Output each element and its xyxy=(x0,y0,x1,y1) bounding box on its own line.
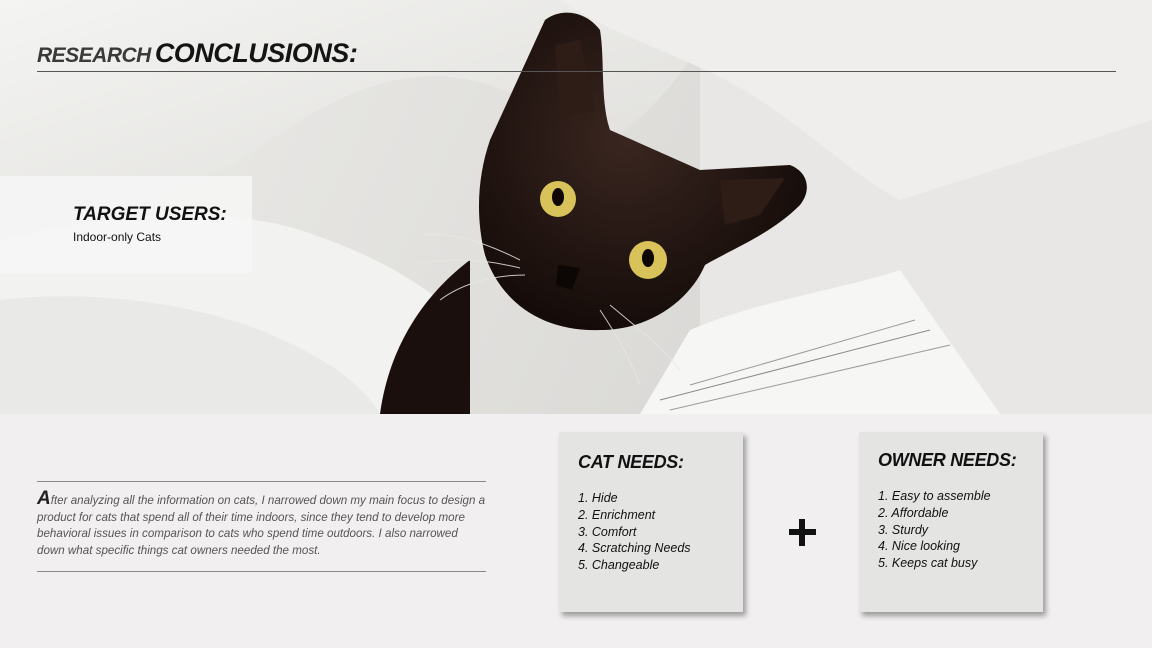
drop-cap: A xyxy=(37,488,51,509)
summary-top-divider xyxy=(37,481,486,482)
title-main: CONCLUSIONS: xyxy=(154,38,358,68)
page-title xyxy=(37,38,357,69)
summary-bottom-divider xyxy=(37,571,486,572)
title-prefix: RESEARCH xyxy=(37,44,151,67)
cat-needs-card xyxy=(559,432,743,612)
list-item: 3. Sturdy xyxy=(878,522,929,537)
list-item: 1. Easy to assemble xyxy=(878,489,991,503)
list-item: 1. Hide xyxy=(578,491,618,505)
cat-needs-heading: CAT NEEDS: xyxy=(578,452,684,472)
summary-text: fter analyzing all the information on cats, I narrowed down my main focus to design a product for cats that spend all of their time indoors, since they tend to develop more behavioral issues in comparison to cats who spend time outdoors. I also narrowed down what specific things cat owners needed the most. xyxy=(37,494,486,557)
owner-needs-heading: OWNER NEEDS: xyxy=(878,450,1017,470)
list-item: 2. Affordable xyxy=(878,505,949,520)
list-item: 5. Changeable xyxy=(578,558,660,573)
plus-icon xyxy=(789,519,816,546)
list-item: 3. Comfort xyxy=(578,524,637,539)
owner-needs-card xyxy=(859,432,1043,612)
list-item: 4. Nice looking xyxy=(878,539,960,554)
target-users-panel xyxy=(0,176,252,273)
target-users-heading: TARGET USERS: xyxy=(73,204,227,225)
cat-needs-list xyxy=(578,490,691,574)
target-users-value: Indoor-only Cats xyxy=(73,230,162,244)
list-item: 2. Enrichment xyxy=(578,507,656,522)
title-divider xyxy=(37,71,1116,72)
summary-paragraph xyxy=(37,488,486,559)
list-item: 5. Keeps cat busy xyxy=(878,556,978,571)
owner-needs-list xyxy=(878,488,991,572)
list-item: 4. Scratching Needs xyxy=(578,541,691,556)
